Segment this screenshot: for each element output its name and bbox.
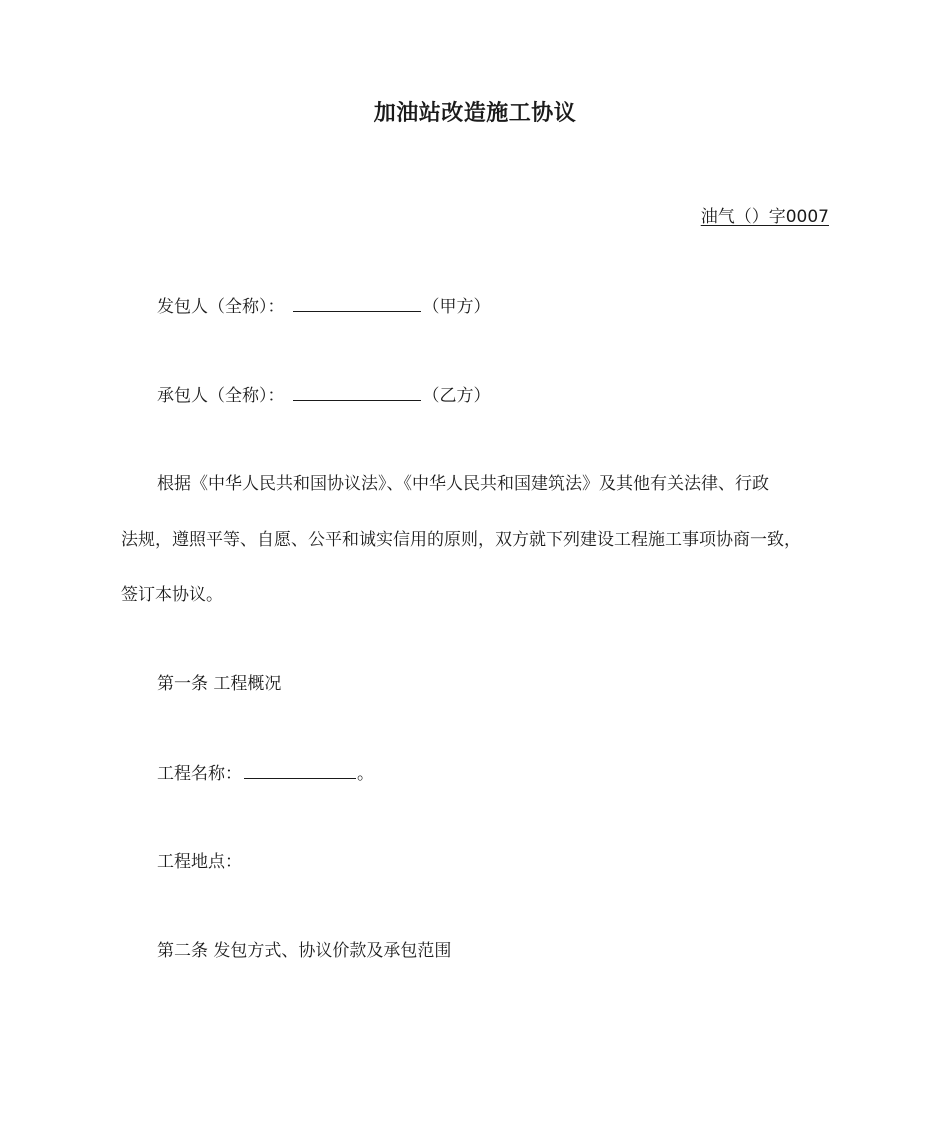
document-number: 油气（）字0007 (700, 207, 829, 227)
preamble-line-2: 法规，遵照平等、自愿、公平和诚实信用的原则，双方就下列建设工程施工事项协商一致， (121, 530, 801, 550)
preamble-line-1: 根据《中华人民共和国协议法》、《中华人民共和国建筑法》及其他有关法律、行政 (157, 474, 769, 494)
project-name-blank (244, 760, 356, 779)
contractor-blank (293, 382, 421, 401)
contractor-label: 承包人（全称）： (157, 386, 285, 406)
employer-label: 发包人（全称）： (157, 297, 285, 317)
project-name-end: 。 (357, 764, 374, 784)
article-1-heading: 第一条 工程概况 (157, 674, 282, 694)
document-title: 加油站改造施工协议 (373, 101, 577, 126)
employer-line (157, 293, 491, 320)
employer-suffix: （甲方） (422, 297, 491, 317)
article-2-heading: 第二条 发包方式、协议价款及承包范围 (157, 941, 452, 961)
employer-blank (293, 293, 421, 312)
project-location-line: 工程地点： (157, 852, 242, 872)
preamble-line-3: 签订本协议。 (121, 585, 223, 605)
contractor-line (157, 382, 491, 409)
project-name-label: 工程名称： (157, 764, 242, 784)
contractor-suffix: （乙方） (422, 386, 491, 406)
project-name-line (157, 760, 374, 787)
